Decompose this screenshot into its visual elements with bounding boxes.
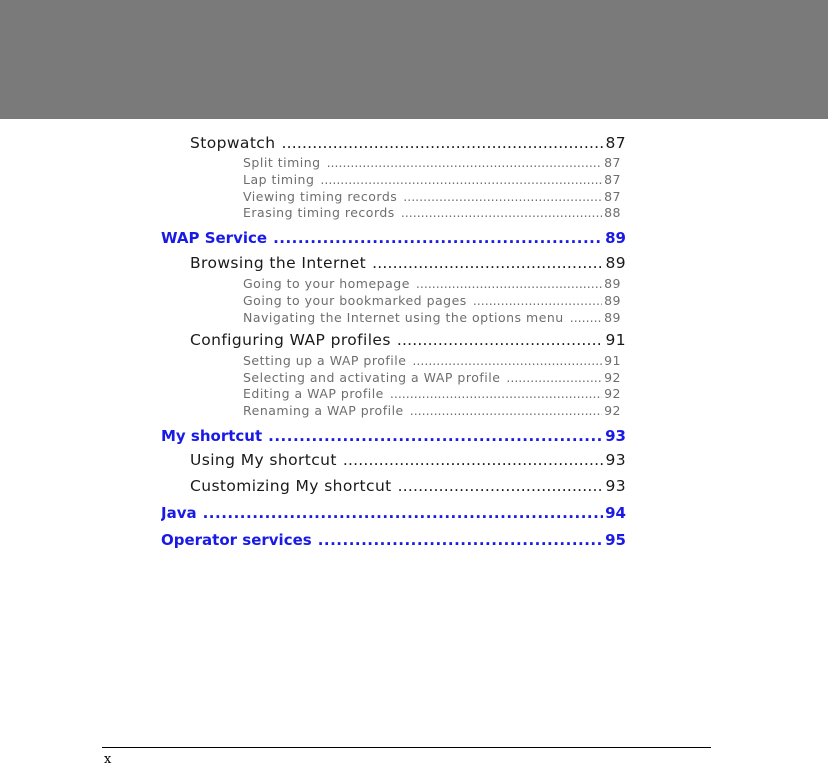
toc-entry-label: Browsing the Internet xyxy=(190,254,367,272)
dot-leader xyxy=(372,253,603,273)
toc-chapter-operator-services[interactable] xyxy=(161,530,626,550)
dot-leader xyxy=(398,476,604,496)
toc-entry-navigating-options-menu[interactable] xyxy=(243,310,621,326)
toc-page-number: 92 xyxy=(604,386,621,401)
toc-entry-label: Customizing My shortcut xyxy=(190,477,392,495)
toc-entry-label: Editing a WAP profile xyxy=(243,386,384,401)
dot-leader xyxy=(412,353,602,369)
dot-leader xyxy=(343,450,604,470)
toc-chapter-label: My shortcut xyxy=(161,427,263,445)
dot-leader xyxy=(327,155,603,171)
toc-page-number: 89 xyxy=(605,254,626,272)
dot-leader xyxy=(268,426,603,446)
toc-page-number: 88 xyxy=(604,205,621,220)
toc-entry-going-to-homepage[interactable] xyxy=(243,276,621,292)
dot-leader xyxy=(403,189,602,205)
footer-rule xyxy=(102,747,711,748)
toc-page-number: 87 xyxy=(604,155,621,170)
toc-chapter-my-shortcut[interactable] xyxy=(161,426,626,446)
toc-entry-label: Lap timing xyxy=(243,172,315,187)
toc-entry-label: Using My shortcut xyxy=(190,451,337,469)
toc-page-number: 93 xyxy=(605,477,626,495)
toc-entry-selecting-activating-profile[interactable] xyxy=(243,370,621,386)
toc-entry-using-my-shortcut[interactable] xyxy=(190,450,626,470)
toc-page-number: 94 xyxy=(605,504,626,522)
toc-page-number: 89 xyxy=(604,310,621,325)
dot-leader xyxy=(570,310,602,326)
toc-entry-label: Going to your homepage xyxy=(243,276,410,291)
toc-entry-label: Erasing timing records xyxy=(243,205,395,220)
dot-leader xyxy=(281,133,603,153)
toc-page-number: 92 xyxy=(604,403,621,418)
toc-entry-label: Going to your bookmarked pages xyxy=(243,293,467,308)
toc-entry-lap-timing[interactable] xyxy=(243,172,621,188)
toc-entry-split-timing[interactable] xyxy=(243,155,621,171)
dot-leader xyxy=(320,172,602,188)
toc-entry-viewing-timing-records[interactable] xyxy=(243,189,621,205)
toc-entry-browsing-the-internet[interactable] xyxy=(190,253,626,273)
toc-entry-erasing-timing-records[interactable] xyxy=(243,205,621,221)
dot-leader xyxy=(473,293,602,309)
dot-leader xyxy=(318,530,603,550)
toc-page-number: 91 xyxy=(605,331,626,349)
toc-entry-editing-wap-profile[interactable] xyxy=(243,386,621,402)
toc-chapter-label: WAP Service xyxy=(161,229,268,247)
toc-entry-label: Setting up a WAP profile xyxy=(243,353,407,368)
toc-entry-label: Navigating the Internet using the options menu xyxy=(243,310,564,325)
toc-entry-label: Renaming a WAP profile xyxy=(243,403,404,418)
dot-leader xyxy=(506,370,602,386)
page-folio: x xyxy=(104,752,112,767)
toc-entry-label: Configuring WAP profiles xyxy=(190,331,391,349)
toc-page-number: 87 xyxy=(605,134,626,152)
toc-page-number: 89 xyxy=(604,293,621,308)
toc-page-number: 93 xyxy=(605,451,626,469)
toc-page-number: 92 xyxy=(604,370,621,385)
toc-entry-configuring-wap-profiles[interactable] xyxy=(190,330,626,350)
toc-entry-renaming-wap-profile[interactable] xyxy=(243,403,621,419)
dot-leader xyxy=(410,403,602,419)
toc-entry-label: Stopwatch xyxy=(190,134,276,152)
toc-page-number: 87 xyxy=(604,172,621,187)
toc-page-number: 87 xyxy=(604,189,621,204)
dot-leader xyxy=(203,503,604,523)
dot-leader xyxy=(273,228,603,248)
toc-entry-stopwatch[interactable] xyxy=(190,133,626,153)
toc-chapter-java[interactable] xyxy=(161,503,626,523)
toc-entry-label: Viewing timing records xyxy=(243,189,398,204)
toc-entry-setting-up-wap-profile[interactable] xyxy=(243,353,621,369)
toc-entry-customizing-my-shortcut[interactable] xyxy=(190,476,626,496)
toc-chapter-wap-service[interactable] xyxy=(161,228,626,248)
toc-chapter-label: Java xyxy=(161,504,197,522)
toc-page-number: 91 xyxy=(604,353,621,368)
toc-entry-label: Selecting and activating a WAP profile xyxy=(243,370,501,385)
toc-chapter-label: Operator services xyxy=(161,531,312,549)
dot-leader xyxy=(416,276,602,292)
dot-leader xyxy=(401,205,602,221)
dot-leader xyxy=(397,330,604,350)
toc-page-number: 93 xyxy=(605,427,626,445)
toc-entry-going-to-bookmarked-pages[interactable] xyxy=(243,293,621,309)
toc-entry-label: Split timing xyxy=(243,155,321,170)
toc-page-number: 89 xyxy=(605,229,626,247)
toc-page-number: 95 xyxy=(605,531,626,549)
toc-page-number: 89 xyxy=(604,276,621,291)
dot-leader xyxy=(390,386,602,402)
